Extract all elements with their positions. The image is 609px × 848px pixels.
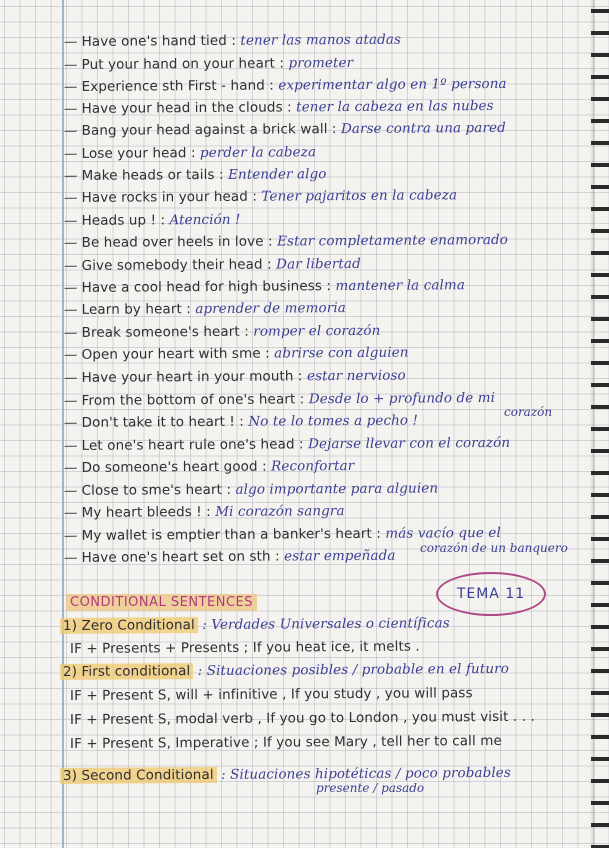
zero-conditional-line: [60, 615, 450, 634]
idiom-english: Experience sth First - hand :: [81, 77, 274, 95]
idiom-spanish: Dar libertad: [276, 255, 361, 273]
idiom-english: Have a cool head for high business :: [81, 278, 332, 296]
bullet-dash: —: [63, 346, 78, 363]
idiom-row: [64, 212, 241, 229]
bullet-dash: —: [63, 482, 78, 499]
zero-conditional-label: 1) Zero Conditional: [60, 617, 198, 634]
second-conditional-note: presente / pasado: [316, 781, 425, 795]
bullet-dash: —: [63, 279, 78, 296]
bullet-dash: —: [63, 414, 78, 431]
idiom-english: Open your heart with sme :: [81, 345, 270, 363]
idiom-spanish: aprender de memoria: [195, 300, 346, 318]
idiom-spanish: más vacío que el: [385, 524, 501, 542]
spiral-binding: [591, 0, 609, 848]
idiom-english: My heart bleeds ! :: [81, 503, 211, 521]
idiom-spanish: Desde lo + profundo de mi: [308, 389, 496, 408]
idiom-row: [64, 503, 345, 521]
idiom-spanish: abrirse con alguien: [274, 344, 409, 362]
idiom-row: [64, 323, 381, 341]
bullet-dash: —: [63, 549, 78, 566]
bullet-dash: —: [63, 369, 78, 386]
bullet-dash: —: [63, 33, 78, 50]
idiom-row: [64, 55, 353, 73]
bullet-dash: —: [63, 459, 78, 476]
bullet-dash: —: [63, 301, 78, 318]
bullet-dash: —: [63, 145, 78, 162]
idiom-english: Give somebody their head :: [81, 256, 272, 274]
idiom-row: [64, 413, 418, 431]
idiom-spanish: tener la cabeza en las nubes: [296, 98, 494, 116]
bullet-dash: —: [63, 167, 78, 184]
idiom-spanish: algo importante para alguien: [235, 480, 439, 498]
idiom-row: [64, 277, 465, 296]
idiom-row: [64, 32, 401, 50]
bullet-dash: —: [63, 100, 78, 117]
bullet-dash: —: [63, 324, 78, 341]
idiom-row: [64, 390, 495, 409]
idiom-english: Break someone's heart :: [81, 323, 249, 341]
idiom-english: Have your heart in your mouth :: [81, 368, 303, 386]
idiom-row: [64, 435, 510, 454]
zero-conditional-rule-text: IF + Presents + Presents ; If you heat ice, it melts .: [69, 638, 420, 657]
idiom-spanish: Entender algo: [227, 166, 327, 183]
bullet-dash: —: [63, 234, 78, 251]
idiom-english: My wallet is emptier than a banker's heart :: [81, 525, 381, 544]
idiom-spanish: Estar completamente enamorado: [277, 231, 509, 250]
idiom-english: Let one's heart rule one's head :: [81, 436, 304, 454]
bullet-dash: —: [63, 189, 78, 206]
idiom-row: [64, 187, 457, 206]
tema-label: TEMA 11: [456, 586, 526, 602]
idiom-row: [64, 120, 506, 139]
zero-conditional-rule: [70, 639, 420, 657]
bullet-dash: —: [63, 504, 78, 521]
idiom-english: Make heads or tails :: [81, 166, 224, 184]
idiom-english: Heads up ! :: [81, 212, 166, 229]
first-conditional-label: 2) First conditional: [60, 663, 193, 680]
idiom-english: Have one's heart set on sth :: [81, 548, 280, 566]
idiom-spanish: experimentar algo en 1º persona: [278, 75, 507, 94]
idiom-row: [64, 458, 354, 476]
idiom-english: Lose your head :: [81, 145, 196, 162]
idiom-row: [64, 368, 406, 386]
idiom-spanish: Dejarse llevar con el corazón: [308, 434, 511, 453]
idiom-english: Do someone's heart good :: [81, 458, 267, 476]
idiom-spanish: Darse contra una pared: [340, 119, 506, 138]
idiom-spanish: Reconfortar: [271, 457, 355, 475]
idiom-english: Have your head in the clouds :: [81, 99, 292, 117]
idiom-english: Be head over heels in love :: [81, 233, 273, 251]
first-conditional-rule-text: IF + Present S, will + infinitive , If you study , you will pass: [69, 685, 473, 704]
idiom-row: [64, 98, 494, 117]
idiom-spanish: perder la cabeza: [199, 144, 317, 162]
first-conditional-desc: : Situaciones posibles / probable en el futuro: [197, 660, 509, 680]
bullet-dash: —: [63, 78, 78, 95]
idiom-spanish: Mi corazón sangra: [215, 503, 345, 520]
idiom-spanish: No te lo tomes a pecho !: [248, 412, 419, 430]
idiom-english: Don't take it to heart ! :: [81, 413, 244, 431]
idiom-english: Bang your head against a brick wall :: [81, 121, 337, 139]
tema-badge: [436, 572, 546, 616]
idiom-row: [64, 166, 327, 184]
idiom-english: Put your hand on your heart :: [81, 55, 285, 73]
idiom-row: [64, 548, 396, 566]
first-conditional-rule: [70, 685, 473, 704]
idiom-english: Learn by heart :: [81, 301, 191, 318]
idiom-spanish: tener las manos atadas: [240, 31, 402, 49]
second-conditional-desc: : Situaciones hipotéticas / poco probables: [221, 764, 511, 783]
idiom-row: [64, 300, 346, 318]
idiom-row: [64, 144, 316, 162]
first-conditional-rule-text: IF + Present S, modal verb , If you go to London , you must visit . . .: [69, 708, 535, 728]
idiom-spanish: prometer: [288, 54, 354, 72]
section-title: CONDITIONAL SENTENCES: [66, 594, 257, 611]
bullet-dash: —: [63, 212, 78, 229]
bullet-dash: —: [63, 257, 78, 274]
idiom-row: [64, 256, 361, 274]
second-conditional-label: 3) Second Conditional: [60, 767, 217, 784]
continuation-bottom-of-heart: corazón: [504, 405, 553, 419]
idiom-row: [64, 76, 507, 95]
idiom-english: Have rocks in your head :: [81, 188, 258, 206]
second-conditional-line: [60, 765, 511, 784]
first-conditional-rule: [70, 733, 502, 752]
idiom-english: Close to sme's heart :: [81, 481, 232, 499]
idiom-row: [64, 232, 508, 251]
bullet-dash: —: [63, 527, 78, 544]
first-conditional-line: [60, 661, 509, 680]
bullet-dash: —: [63, 122, 78, 139]
zero-conditional-desc: : Verdades Universales o científicas: [202, 615, 450, 634]
first-conditional-rule: [70, 709, 535, 728]
idiom-spanish: Tener pajaritos en la cabeza: [261, 187, 458, 205]
continuation-wallet: corazón de un banquero: [420, 541, 568, 555]
bullet-dash: —: [63, 437, 78, 454]
idiom-english: From the bottom of one's heart :: [81, 391, 305, 409]
idiom-spanish: Atención !: [169, 211, 241, 229]
first-conditional-rule-text: IF + Present S, Imperative ; If you see Mary , tell her to call me: [69, 732, 502, 752]
idiom-row: [64, 345, 409, 363]
idiom-spanish: romper el corazón: [253, 322, 381, 340]
idiom-spanish: estar nervioso: [306, 367, 406, 385]
bullet-dash: —: [63, 56, 78, 73]
idiom-english: Have one's hand tied :: [81, 32, 237, 50]
idiom-row: [64, 480, 438, 499]
idiom-spanish: mantener la calma: [335, 277, 466, 295]
idiom-spanish: estar empeñada: [284, 547, 396, 565]
bullet-dash: —: [63, 392, 78, 409]
